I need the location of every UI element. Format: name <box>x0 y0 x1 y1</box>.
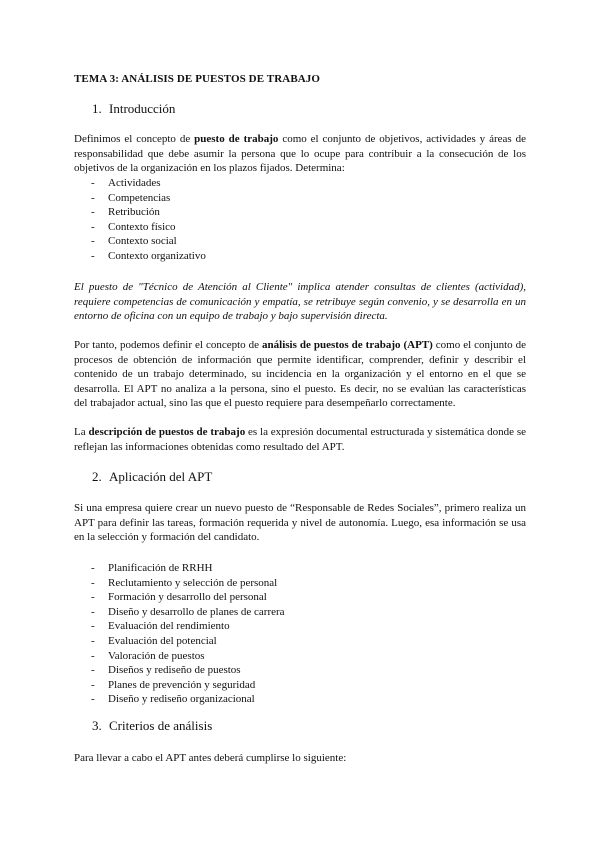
list-item-label: Evaluación del potencial <box>108 634 217 647</box>
paragraph-criterios: Para llevar a cabo el APT antes deberá cumplirse lo siguiente: <box>74 752 347 764</box>
paragraph-example: El puesto de "Técnico de Atención al Cliente" implica atender consultas de clientes (actividad), requiere competencias de comunicación y empatía, se retribuye según convenio, y se desarrolla en un entorno de oficina con un equipo de trabajo y bajo supervisión directa. <box>74 281 526 323</box>
list-item <box>74 176 206 191</box>
list-item <box>74 590 285 605</box>
list-item <box>74 649 285 664</box>
list-item <box>74 561 285 576</box>
paragraph-aplicacion: Si una empresa quiere crear un nuevo puesto de “Responsable de Redes Sociales”, primero realiza un APT para definir las tareas, formación requerida y nivel de autonomía. Luego, esa información se usa en la selección y formación del candidato. <box>74 502 526 544</box>
list-aplicaciones <box>74 561 285 707</box>
section-number: 2. <box>92 469 102 484</box>
section-label: Aplicación del APT <box>109 469 213 484</box>
section-label: Criterios de análisis <box>109 718 213 733</box>
list-dash: - <box>91 664 95 677</box>
list-item-label: Formación y desarrollo del personal <box>108 591 267 604</box>
list-item <box>74 220 206 235</box>
paragraph-definition <box>74 132 526 176</box>
document-title: TEMA 3: ANÁLISIS DE PUESTOS DE TRABAJO <box>74 73 321 85</box>
list-dash: - <box>91 235 95 248</box>
list-item-label: Diseños y rediseño de puestos <box>108 664 241 677</box>
list-dash: - <box>91 620 95 633</box>
list-dash: - <box>91 634 95 647</box>
list-dash: - <box>91 605 95 618</box>
list-item-label: Planificación de RRHH <box>108 562 213 574</box>
list-item-label: Valoración de puestos <box>108 649 205 662</box>
list-item <box>74 663 285 678</box>
list-item-label: Contexto social <box>108 235 177 248</box>
list-item <box>74 191 206 206</box>
list-item <box>74 634 285 649</box>
paragraph-apt-definition <box>74 338 526 411</box>
section-heading-2 <box>92 469 212 485</box>
section-heading-1 <box>92 101 175 117</box>
paragraph-text: como el conjunto de procesos de obtención de información que permite identificar, comprender, definir y describir el contenido de un trabajo determinado, su incidencia en la organización y el entorno en el que se desarrolla. El APT no analiza a la persona, sino el puesto. Es decir, no se evalúan las características del trabajador actual, sino las que el puesto requiere para desempeñarlo correctamente. <box>74 339 526 410</box>
section-heading-3 <box>92 718 212 734</box>
paragraph-text: como el conjunto de objetivos, actividades y áreas de responsabilidad que debe asumir la persona que lo ocupe para contribuir a la consecución de los objetivos de la organización en los plazos fijados. Determina: <box>74 133 526 175</box>
list-item <box>74 576 285 591</box>
list-dash: - <box>91 562 95 574</box>
list-dash: - <box>91 649 95 662</box>
list-item-label: Retribución <box>108 206 160 219</box>
list-dash: - <box>91 191 95 204</box>
list-item-label: Planes de prevención y seguridad <box>108 678 256 691</box>
list-item-label: Competencias <box>108 191 171 204</box>
section-label: Introducción <box>109 101 176 116</box>
list-item <box>74 605 285 620</box>
list-item <box>74 678 285 693</box>
list-determina <box>74 176 206 264</box>
paragraph-descripcion <box>74 425 526 454</box>
paragraph-text: es la expresión documental estructurada y sistemática donde se reflejan las informaciones obtenidas como resultado del APT. <box>74 426 526 453</box>
list-dash: - <box>91 177 95 189</box>
paragraph-text: Definimos el concepto de <box>74 133 195 145</box>
list-item <box>74 205 206 220</box>
bold-term: análisis de puestos de trabajo (APT) <box>262 339 433 351</box>
paragraph-text: Por tanto, podemos definir el concepto de <box>74 339 263 351</box>
list-item-label: Reclutamiento y selección de personal <box>108 576 278 589</box>
list-dash: - <box>91 576 95 589</box>
list-item-label: Contexto físico <box>108 220 176 233</box>
bold-term: descripción de puestos de trabajo <box>88 426 246 438</box>
list-dash: - <box>91 220 95 233</box>
bold-term: puesto de trabajo <box>194 133 279 145</box>
list-item <box>74 234 206 249</box>
list-item-label: Diseño y desarrollo de planes de carrera <box>108 605 285 618</box>
list-dash: - <box>91 693 95 706</box>
list-dash: - <box>91 249 95 262</box>
list-item-label: Diseño y rediseño organizacional <box>108 693 255 706</box>
paragraph-text: La <box>74 426 89 438</box>
list-item-label: Evaluación del rendimiento <box>108 620 230 633</box>
list-dash: - <box>91 591 95 604</box>
list-item <box>74 692 285 707</box>
section-number: 1. <box>92 101 102 116</box>
list-item <box>74 249 206 264</box>
section-number: 3. <box>92 718 102 733</box>
list-dash: - <box>91 678 95 691</box>
list-dash: - <box>91 206 95 219</box>
list-item-label: Contexto organizativo <box>108 249 206 262</box>
list-item <box>74 619 285 634</box>
list-item-label: Actividades <box>108 177 161 189</box>
